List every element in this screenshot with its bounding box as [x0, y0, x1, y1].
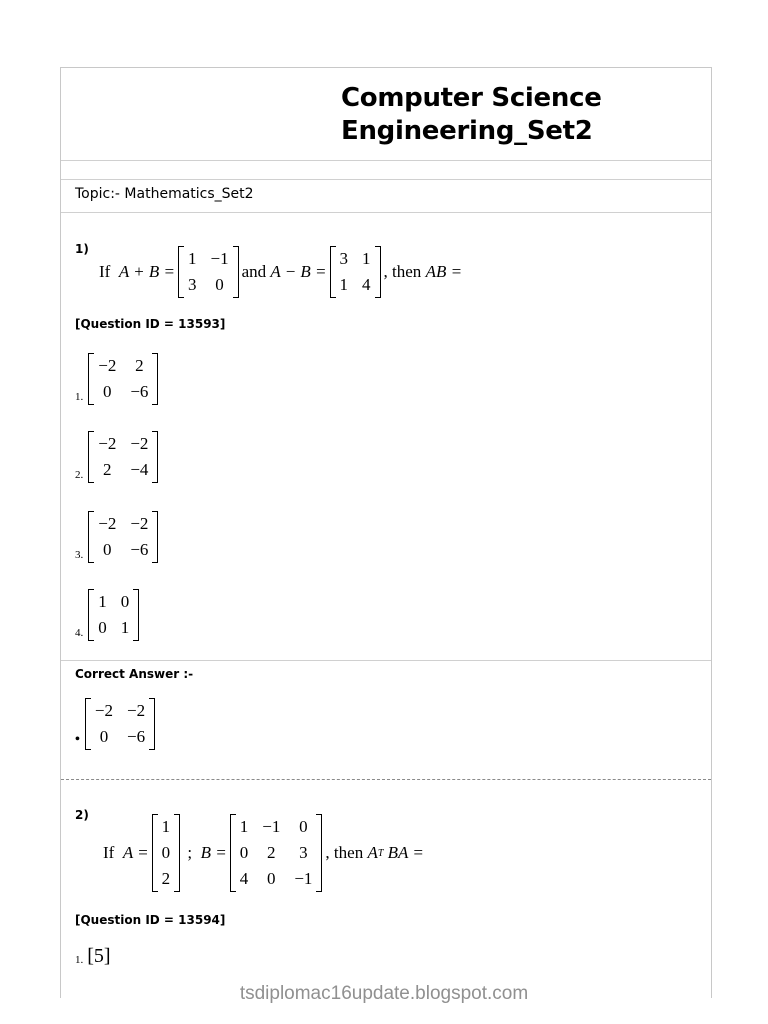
matrix-cell: 0 — [103, 540, 112, 559]
question-2-statement — [103, 814, 424, 892]
matrix-grid — [336, 246, 375, 298]
matrix-cell: 1 — [339, 275, 349, 294]
q2-superscript: T — [377, 847, 384, 859]
q1-expr-a: A + B = — [118, 262, 175, 281]
matrix-cell: 0 — [103, 382, 112, 401]
bracket-right — [152, 431, 158, 483]
matrix-cell: 0 — [239, 843, 249, 862]
question-1-statement — [99, 246, 462, 298]
bracket-right — [133, 589, 139, 641]
matrix-cell: 1 — [161, 817, 171, 836]
matrix-cell: 0 — [120, 592, 130, 611]
matrix-grid — [94, 353, 152, 405]
matrix-cell: 0 — [215, 275, 224, 294]
option-3[interactable] — [75, 511, 161, 563]
matrix-cell: 1 — [362, 249, 371, 268]
option-matrix — [88, 353, 158, 405]
question-1-number: 1) — [75, 242, 89, 256]
matrix-cell: 3 — [187, 275, 197, 294]
bracket-right — [152, 353, 158, 405]
matrix-cell: 4 — [239, 869, 249, 888]
divider — [61, 660, 711, 661]
option-2[interactable] — [75, 431, 161, 483]
option-number: 1. — [75, 954, 84, 966]
matrix-grid — [236, 814, 317, 892]
question-1-id: [Question ID = 13593] — [75, 317, 226, 331]
matrix-cell: 2 — [135, 356, 144, 375]
matrix-cell: −1 — [262, 817, 281, 836]
matrix-cell: 2 — [267, 843, 276, 862]
bracket-right — [149, 698, 155, 750]
option-4[interactable] — [75, 589, 142, 641]
divider — [61, 179, 711, 180]
question-separator — [61, 779, 711, 780]
matrix-cell: −2 — [98, 356, 117, 375]
matrix-cell: −6 — [130, 540, 149, 559]
q2-expr-result-base: A — [367, 843, 378, 862]
q2-expr-result-tail: BA = — [387, 843, 424, 862]
correct-answer — [75, 698, 158, 750]
matrix-cell: −2 — [98, 514, 117, 533]
footer-watermark: tsdiplomac16update.blogspot.com — [239, 983, 529, 1004]
matrix-cell: −2 — [130, 514, 149, 533]
matrix-grid — [94, 511, 152, 563]
divider — [61, 160, 711, 161]
matrix-cell: 1 — [120, 618, 130, 637]
matrix-cell: −1 — [294, 869, 313, 888]
matrix-grid — [158, 814, 175, 892]
matrix-cell: 3 — [299, 843, 308, 862]
q1-if: If — [99, 262, 111, 281]
matrix-cell: −2 — [127, 701, 146, 720]
matrix-cell: 0 — [161, 843, 171, 862]
bracket-right — [174, 814, 180, 892]
option-matrix — [88, 431, 158, 483]
matrix-cell: −1 — [210, 249, 229, 268]
q2-expr-b: B = — [200, 843, 227, 862]
matrix-grid — [184, 246, 233, 298]
divider — [61, 212, 711, 213]
matrix-cell: −2 — [130, 434, 149, 453]
option-number: 2. — [75, 469, 84, 481]
matrix-cell: 0 — [299, 817, 308, 836]
q1-matrix-b — [330, 246, 381, 298]
title-line-1: Computer Science — [341, 83, 602, 113]
q1-and: and — [241, 262, 267, 281]
q1-then: , then — [383, 262, 422, 281]
matrix-grid — [94, 431, 152, 483]
option-number: 1. — [75, 391, 84, 403]
matrix-cell: 2 — [161, 869, 171, 888]
bracket-right — [233, 246, 239, 298]
matrix-cell: 1 — [187, 249, 197, 268]
topic-label: Topic:- Mathematics_Set2 — [75, 186, 254, 202]
option-matrix — [88, 589, 139, 641]
matrix-cell: −6 — [130, 382, 149, 401]
q1-expr-result: AB = — [425, 262, 463, 281]
q1-expr-b: A − B = — [270, 262, 327, 281]
option-1[interactable] — [75, 353, 161, 405]
q1-matrix-a — [178, 246, 239, 298]
q2-if: If — [103, 843, 115, 862]
matrix-grid — [94, 589, 133, 641]
question-2-number: 2) — [75, 808, 89, 822]
question-2-id: [Question ID = 13594] — [75, 913, 226, 927]
matrix-cell: −2 — [94, 701, 113, 720]
bracket-right — [152, 511, 158, 563]
option-matrix — [88, 511, 158, 563]
correct-answer-matrix — [85, 698, 155, 750]
matrix-cell: −4 — [130, 460, 149, 479]
matrix-cell: 3 — [339, 249, 349, 268]
matrix-cell: 1 — [98, 592, 107, 611]
title-line-2: Engineering_Set2 — [341, 116, 593, 146]
q2-separator: ; — [187, 843, 193, 862]
bracket-right — [316, 814, 322, 892]
q2-expr-a: A = — [122, 843, 149, 862]
q2-then: , then — [325, 843, 364, 862]
page-title — [341, 82, 602, 148]
matrix-cell: −2 — [98, 434, 117, 453]
matrix-cell: −6 — [127, 727, 146, 746]
q2-matrix-a — [152, 814, 181, 892]
matrix-cell: 2 — [103, 460, 112, 479]
bracket-right — [375, 246, 381, 298]
matrix-cell: 0 — [267, 869, 276, 888]
matrix-cell: 1 — [239, 817, 249, 836]
bullet: • — [75, 732, 80, 747]
matrix-cell: 0 — [98, 618, 107, 637]
option-number: 3. — [75, 549, 84, 561]
matrix-grid — [91, 698, 149, 750]
document-page — [60, 67, 712, 998]
correct-answer-label: Correct Answer :- — [75, 667, 194, 681]
option-value: [5] — [87, 945, 111, 967]
option-number: 4. — [75, 627, 84, 639]
matrix-cell: 4 — [362, 275, 371, 294]
option-1[interactable] — [75, 945, 111, 968]
matrix-cell: 0 — [99, 727, 109, 746]
q2-matrix-b — [230, 814, 323, 892]
